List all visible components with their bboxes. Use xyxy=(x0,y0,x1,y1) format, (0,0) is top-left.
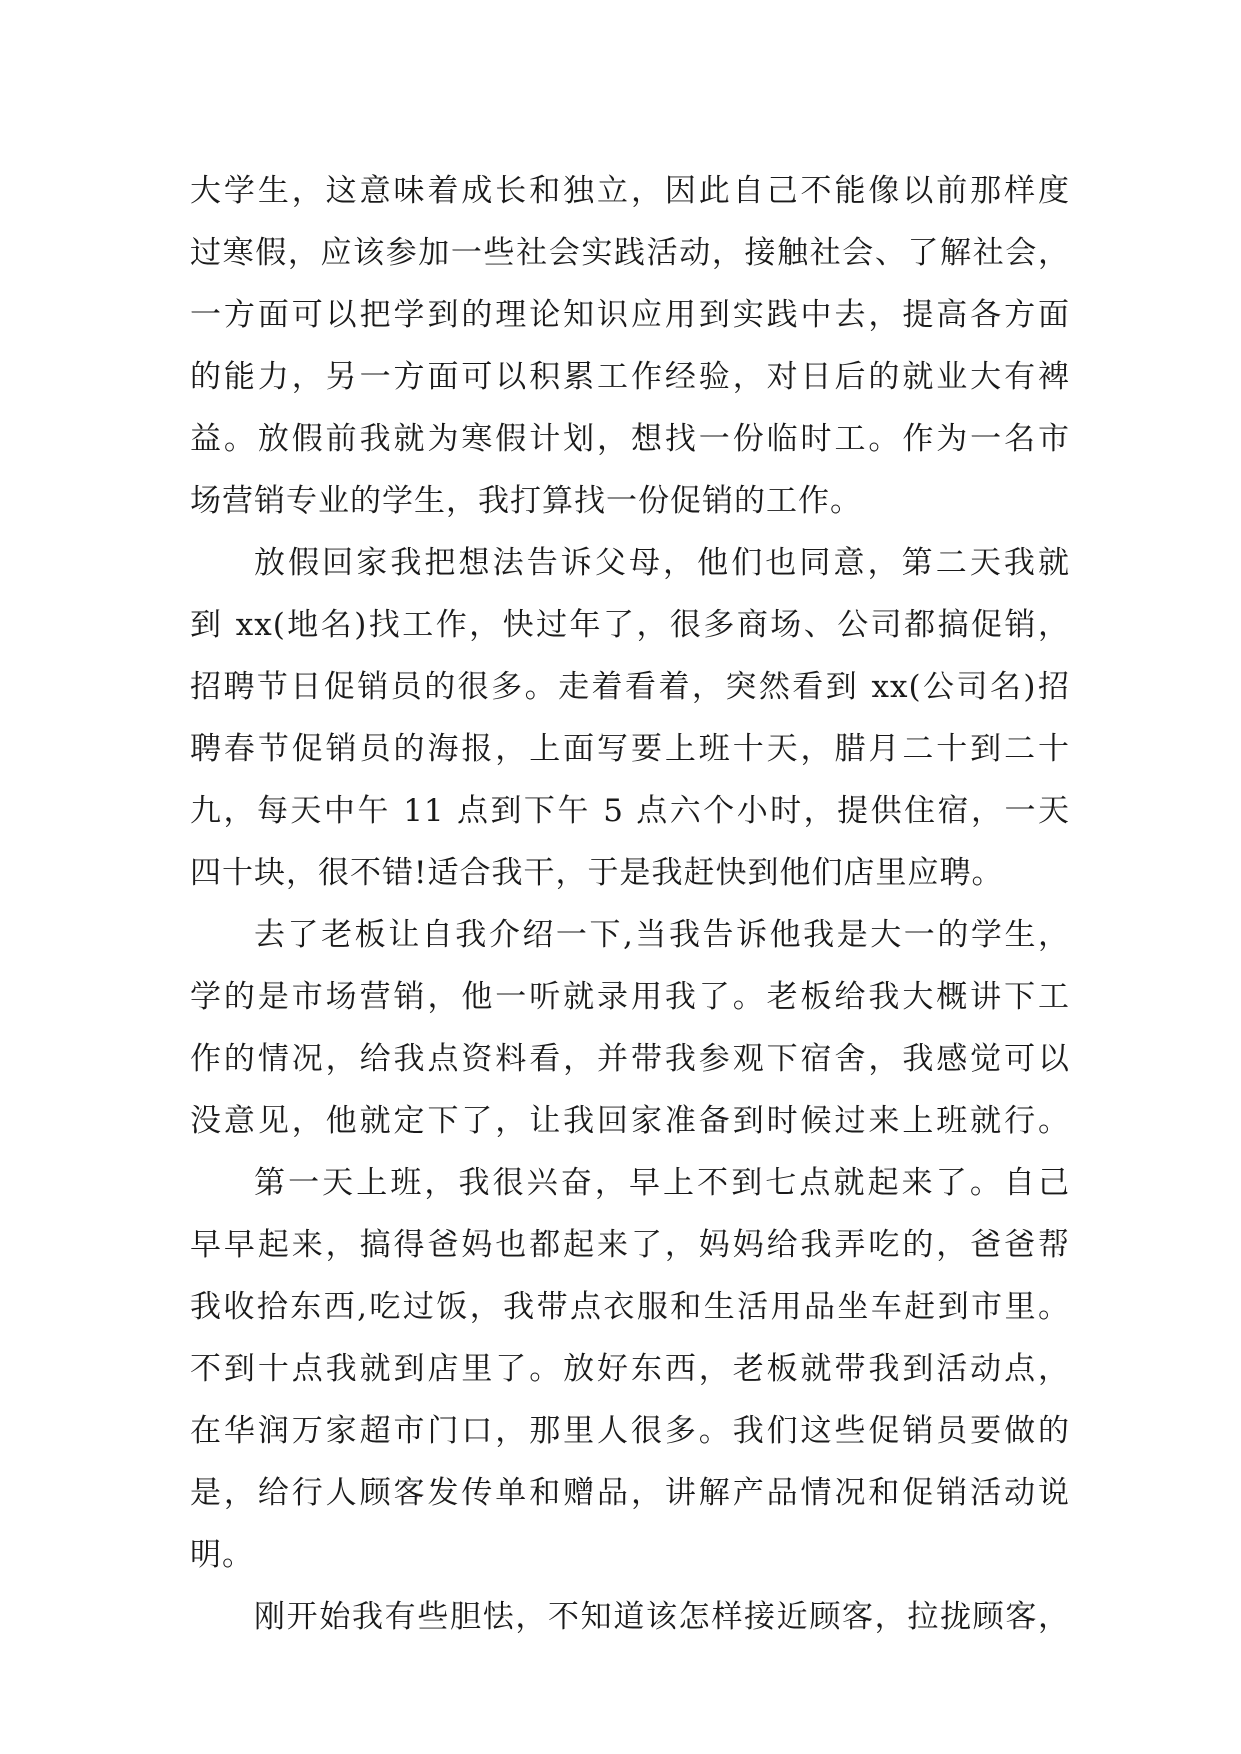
text-line: 一方面可以把学到的理论知识应用到实践中去，提高各方面 xyxy=(190,297,1070,333)
text-line: 明。 xyxy=(190,1537,254,1573)
body-text xyxy=(190,160,1070,1648)
text-line: 没意见，他就定下了，让我回家准备到时候过来上班就行。 xyxy=(190,1103,1070,1139)
text-line: 刚开始我有些胆怯，不知道该怎样接近顾客，拉拢顾客， xyxy=(254,1599,1070,1635)
text-line: 作的情况，给我点资料看，并带我参观下宿舍，我感觉可以 xyxy=(190,1041,1070,1077)
text-line: 放假回家我把想法告诉父母，他们也同意，第二天我就 xyxy=(254,545,1070,581)
text-line: 的能力，另一方面可以积累工作经验，对日后的就业大有裨 xyxy=(190,359,1070,395)
text-line: 招聘节日促销员的很多。走着看着，突然看到 xx(公司名)招 xyxy=(190,669,1070,705)
text-line: 在华润万家超市门口，那里人很多。我们这些促销员要做的 xyxy=(190,1413,1070,1449)
text-line: 我收拾东西,吃过饭，我带点衣服和生活用品坐车赶到市里。 xyxy=(190,1289,1070,1325)
text-line: 四十块，很不错!适合我干，于是我赶快到他们店里应聘。 xyxy=(190,855,1004,891)
text-line: 第一天上班，我很兴奋，早上不到七点就起来了。自己 xyxy=(254,1165,1070,1201)
text-line: 早早起来，搞得爸妈也都起来了，妈妈给我弄吃的，爸爸帮 xyxy=(190,1227,1070,1263)
text-line: 学的是市场营销，他一听就录用我了。老板给我大概讲下工 xyxy=(190,979,1070,1015)
text-line: 九，每天中午 11 点到下午 5 点六个小时，提供住宿，一天 xyxy=(190,793,1070,829)
text-line: 过寒假，应该参加一些社会实践活动，接触社会、了解社会， xyxy=(190,235,1070,271)
text-line: 到 xx(地名)找工作，快过年了，很多商场、公司都搞促销， xyxy=(190,607,1070,643)
text-line: 大学生，这意味着成长和独立，因此自己不能像以前那样度 xyxy=(190,173,1070,209)
text-line: 益。放假前我就为寒假计划，想找一份临时工。作为一名市 xyxy=(190,421,1070,457)
text-line: 是，给行人顾客发传单和赠品，讲解产品情况和促销活动说 xyxy=(190,1475,1070,1511)
text-line: 聘春节促销员的海报，上面写要上班十天，腊月二十到二十 xyxy=(190,731,1070,767)
text-line: 场营销专业的学生，我打算找一份促销的工作。 xyxy=(190,483,862,519)
text-line: 不到十点我就到店里了。放好东西，老板就带我到活动点， xyxy=(190,1351,1070,1387)
text-line: 去了老板让自我介绍一下,当我告诉他我是大一的学生， xyxy=(254,917,1070,953)
